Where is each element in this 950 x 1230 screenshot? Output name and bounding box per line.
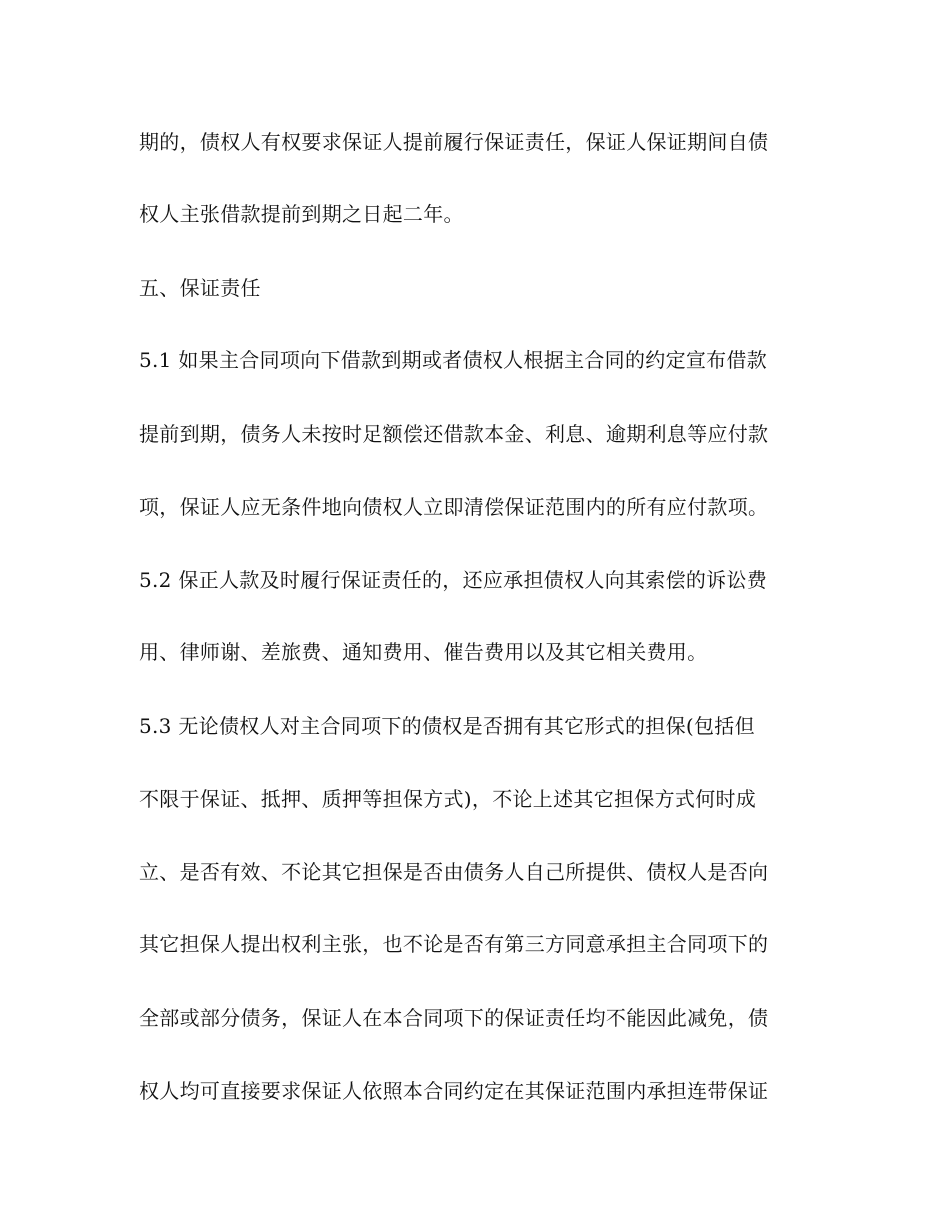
- paragraph-line: 立、是否有效、不论其它担保是否由债务人自己所提供、债权人是否向: [139, 860, 769, 884]
- paragraph-line: 提前到期，债务人未按时足额偿还借款本金、利息、逾期利息等应付款: [139, 422, 769, 446]
- paragraph-line: 5.2 保正人款及时履行保证责任的，还应承担债权人向其索偿的诉讼费: [139, 568, 768, 592]
- paragraph-line: 用、律师谢、差旅费、通知费用、催告费用以及其它相关费用。: [139, 640, 708, 664]
- section-heading: 五、保证责任: [139, 276, 261, 300]
- paragraph-line: 权人均可直接要求保证人依照本合同约定在其保证范围内承担连带保证: [139, 1079, 769, 1103]
- paragraph-line: 不限于保证、抵押、质押等担保方式)，不论上述其它担保方式何时成: [139, 787, 757, 811]
- paragraph-line: 全部或部分债务，保证人在本合同项下的保证责任均不能因此减免，债: [139, 1006, 769, 1030]
- paragraph-line: 其它担保人提出权利主张，也不论是否有第三方同意承担主合同项下的: [139, 932, 769, 956]
- paragraph-line: 5.3 无论债权人对主合同项下的债权是否拥有其它形式的担保(包括但: [139, 714, 755, 738]
- paragraph-line: 项，保证人应无条件地向债权人立即清偿保证范围内的所有应付款项。: [139, 495, 769, 519]
- paragraph-line: 5.1 如果主合同项向下借款到期或者债权人根据主合同的约定宣布借款: [139, 348, 768, 372]
- paragraph-line: 权人主张借款提前到期之日起二年。: [139, 202, 464, 226]
- paragraph-line: 期的，债权人有权要求保证人提前履行保证责任，保证人保证期间自债: [139, 130, 769, 154]
